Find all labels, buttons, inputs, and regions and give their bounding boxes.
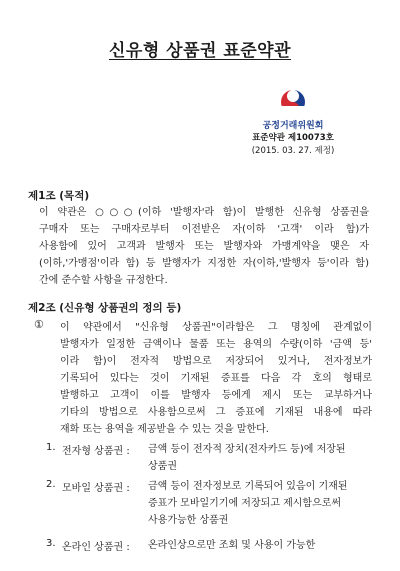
clause-1-line: 이 약관에서 "신유형 상품권"이라함은 그 명칭에 관계없이	[60, 322, 372, 333]
clause-1-line: 발행하고 고객이 이를 발행자 등에게 제시 또는 교부하거나	[60, 390, 372, 401]
item-3-line: 온라인상으로만 조회 및 사용이 가능한	[148, 540, 316, 551]
article-2-heading: 제2조 (신유형 상품권의 정의 등)	[28, 302, 182, 314]
enactment-date: (2015. 03. 27. 제정)	[251, 146, 335, 156]
item-3-definition	[148, 537, 315, 554]
item-2-term: 모바일 상품권 :	[62, 483, 130, 494]
agency-name: 공정거래위원회	[262, 121, 324, 131]
item-1-number: 1.	[46, 442, 56, 453]
document-title: 신유형 상품권 표준약관	[108, 41, 292, 61]
article-1-line: 사용함에 있어 고객과 발행자 또는 발행자와 가맹계약을 맺은 자	[39, 241, 369, 252]
article-1-heading: 제1조 (목적)	[28, 190, 90, 202]
taegeuk-emblem-icon	[277, 86, 309, 118]
article-1-line: 이 약관은 ○○○(이하 '발행자'라 함)이 발행한 신유형 상품권을	[39, 207, 369, 218]
item-3-number: 3.	[46, 538, 56, 549]
item-2-number: 2.	[46, 479, 56, 490]
item-1-term: 전자형 상품권 :	[62, 446, 130, 457]
clause-1-line: 이라 함)이 전자적 방법으로 저장되어 있거나, 전자정보가	[60, 356, 372, 367]
item-1-line: 금액 등이 전자적 장치(전자카드 등)에 저장된	[148, 444, 346, 455]
item-1-definition	[148, 441, 346, 475]
clause-1-line: 발행자가 일정한 금액이나 물품 또는 용역의 수량(이하 '금액 등'	[60, 339, 372, 350]
item-2-line: 금액 등이 전자정보로 기록되어 있음이 기재된	[148, 481, 348, 492]
item-1-line: 상품권	[148, 461, 177, 472]
issuer-block	[238, 86, 348, 158]
item-2-line: 증표가 모바일기기에 저장되고 제시함으로써	[148, 498, 342, 509]
article-1-body	[39, 204, 369, 289]
article-1-line: 간에 준수할 사항을 규정한다.	[39, 275, 168, 286]
clause-1-line: 재화 또는 용역을 제공받을 수 있는 것을 말한다.	[60, 424, 269, 435]
article-1-line: 구매자 또는 구매자로부터 이전받은 자(이하 '고객' 이라 함)가	[39, 224, 369, 235]
item-2-definition	[148, 478, 347, 529]
clause-1-mark: ①	[34, 318, 44, 331]
clause-1-line: 기타의 방법으로 사용함으로써 그 증표에 기재된 내용에 따라	[60, 407, 372, 418]
item-2-line: 사용가능한 상품권	[148, 515, 229, 526]
clause-1-line: 기록되어 있다는 것이 기재된 증표를 다음 각 호의 형태로	[60, 373, 372, 384]
document-number: 표준약관 제10073호	[252, 133, 334, 143]
article-1-line: (이하,'가맹점'이라 함) 등 발행자가 지정한 자(이하,'발행자 등'이라 함)	[39, 258, 369, 269]
item-3-term: 온라인 상품권 :	[62, 542, 130, 553]
article-2-clause-1	[60, 319, 372, 438]
